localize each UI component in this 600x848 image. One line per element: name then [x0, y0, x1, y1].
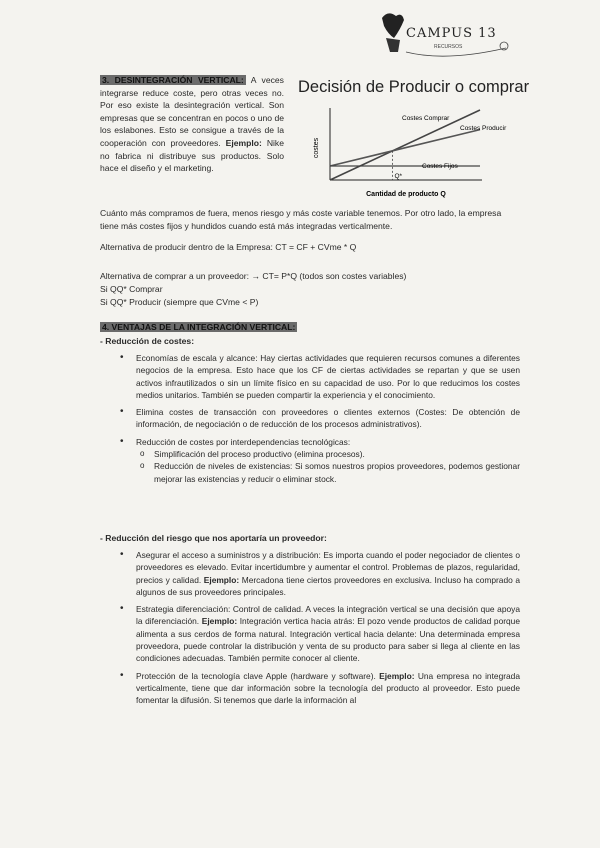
sub-reduccion-riesgo: - Reducción del riesgo que nos aportaría un proveedor:: [100, 533, 327, 543]
list-reduccion-costes: [120, 352, 520, 485]
line-costes-producir: [330, 130, 480, 166]
example-text: Nike no fabrica ni distribuye sus productos. Solo hace el diseño y el marketing.: [100, 137, 285, 174]
logo-text: CAMPUS 13: [406, 26, 497, 41]
cond-comprar: Si QQ* Comprar: [100, 284, 163, 294]
list-item-text: Una empresa no integrada verticalmente, tiene que dar información sobre la tecnología del producto al proveedor. Esto puede fomentar la difusión. Si tenemos que darle la información al: [136, 670, 520, 706]
list-item-text: Integración vertica hacia atrás: El pozo vende productos de calidad porque alimenta a sus cerdos de forma natural. Integración vertical hacia delante: Una determinada empresa proveedora, puede controlar la distribución y venta de su producto para saber si llega al cliente en las condiciones adecuadas. También permite conocer al cliente.: [136, 616, 521, 664]
list-item: [120, 603, 520, 664]
campus-logo: [376, 8, 516, 66]
intro-paragraph: [100, 74, 284, 175]
list-reduccion-riesgo: [120, 549, 520, 707]
alt-comprar: Alternativa de comprar a un proveedor: → CT= P*Q (todos son costes variables): [100, 271, 407, 281]
list-item-text: Reducción de costes por interdependencias tecnológicas:: [136, 436, 351, 447]
list-item-text: Protección de la tecnología clave Apple (hardware y software).: [136, 670, 376, 681]
list-item: [120, 549, 520, 598]
list-item: • Economías de escala y alcance: Hay ciertas actividades que requieren recursos comunes a diferentes negocios de la empresa. Esto hace que los CF de ciertas actividades se repartan y que se usen activos infrautilizados o sin un límite físico en su capacidad de uso. Por lo que reducimos los costes medios unitarios. También se pueden compartir la experiencia y el conocimiento.: [120, 352, 520, 401]
cond-producir: Si QQ* Producir (siempre que CVme < P): [100, 297, 259, 307]
para-riesgo: Cuánto más compramos de fuera, menos riesgo y más coste variable tenemos. Por otro lado, la empresa tiene más costes fijos y hundidos cuando está más integradas verticalmente.: [100, 208, 502, 231]
logo-subtitle: RECURSOS: [434, 44, 463, 50]
list-item: [120, 436, 520, 485]
label-costes-fijos: Costes Fijos: [422, 163, 458, 170]
intro-body: A veces integrarse reduce coste, pero otras veces no. Por eso existe la desintegración vertical. Son empresas que se concentran en pocos o uno de los eslabones. Esto se consigue a través de la cooperación con proveedores.: [100, 75, 284, 148]
label-costes-producir: Costes Producir: [460, 125, 507, 132]
label-costes-comprar: Costes Comprar: [402, 115, 450, 122]
example-label: Ejemplo:: [203, 574, 240, 585]
list-item: [120, 670, 520, 707]
x-axis-label: Cantidad de producto Q: [366, 191, 446, 198]
sub-reduccion-costes: - Reducción de costes:: [100, 336, 195, 346]
example-label: Ejemplo:: [201, 616, 238, 627]
sublist-item: o Simplificación del proceso productivo (elimina procesos).: [136, 448, 520, 460]
list-item: • Elimina costes de transacción con proveedores o clientes externos (Costes: De obtención de información, de negociación o de reducción de los procesos administrativos).: [120, 406, 520, 431]
y-axis-label: costes: [313, 137, 320, 159]
section-3-heading: 3. DESINTEGRACIÓN VERTICAL:: [102, 75, 244, 85]
alt-producir: Alternativa de producir dentro de la Empresa: CT = CF + CVme * Q: [100, 242, 357, 252]
sublist-item: o Reducción de niveles de existencias: Si somos nuestros propios proveedores, podemos gestionar mejorar las existencias y reducir o eliminar stock.: [136, 460, 520, 485]
cost-chart: [310, 104, 507, 200]
section-4-heading: [100, 322, 297, 332]
example-label: Ejemplo:: [225, 137, 262, 148]
chart-title: Decisión de Producir o comprar: [298, 78, 530, 96]
section-4-heading-text: 4. VENTAJAS DE LA INTEGRACIÓN VERTICAL:: [102, 322, 296, 332]
list-item-text: Mercadona tiene ciertos proveedores en exclusiva. Incluso ha comprado a algunos de sus proveedores principales.: [136, 574, 520, 597]
list-item-text: Estrategia diferenciación: Control de calidad. A veces la integración vertical se una decisión que apoya la diferenciación.: [136, 604, 520, 627]
example-label: Ejemplo:: [379, 670, 415, 681]
sublist: [136, 448, 520, 485]
label-q-star: Q*: [394, 173, 403, 180]
list-item-text: Asegurar el acceso a suministros y a distribución: Es importa cuando el poder negociador de clientes o proveedores es elevado. Evitar incertidumbre y aumentar el control. Problemas de plazos, regularidad, precios y calidad.: [136, 550, 520, 585]
